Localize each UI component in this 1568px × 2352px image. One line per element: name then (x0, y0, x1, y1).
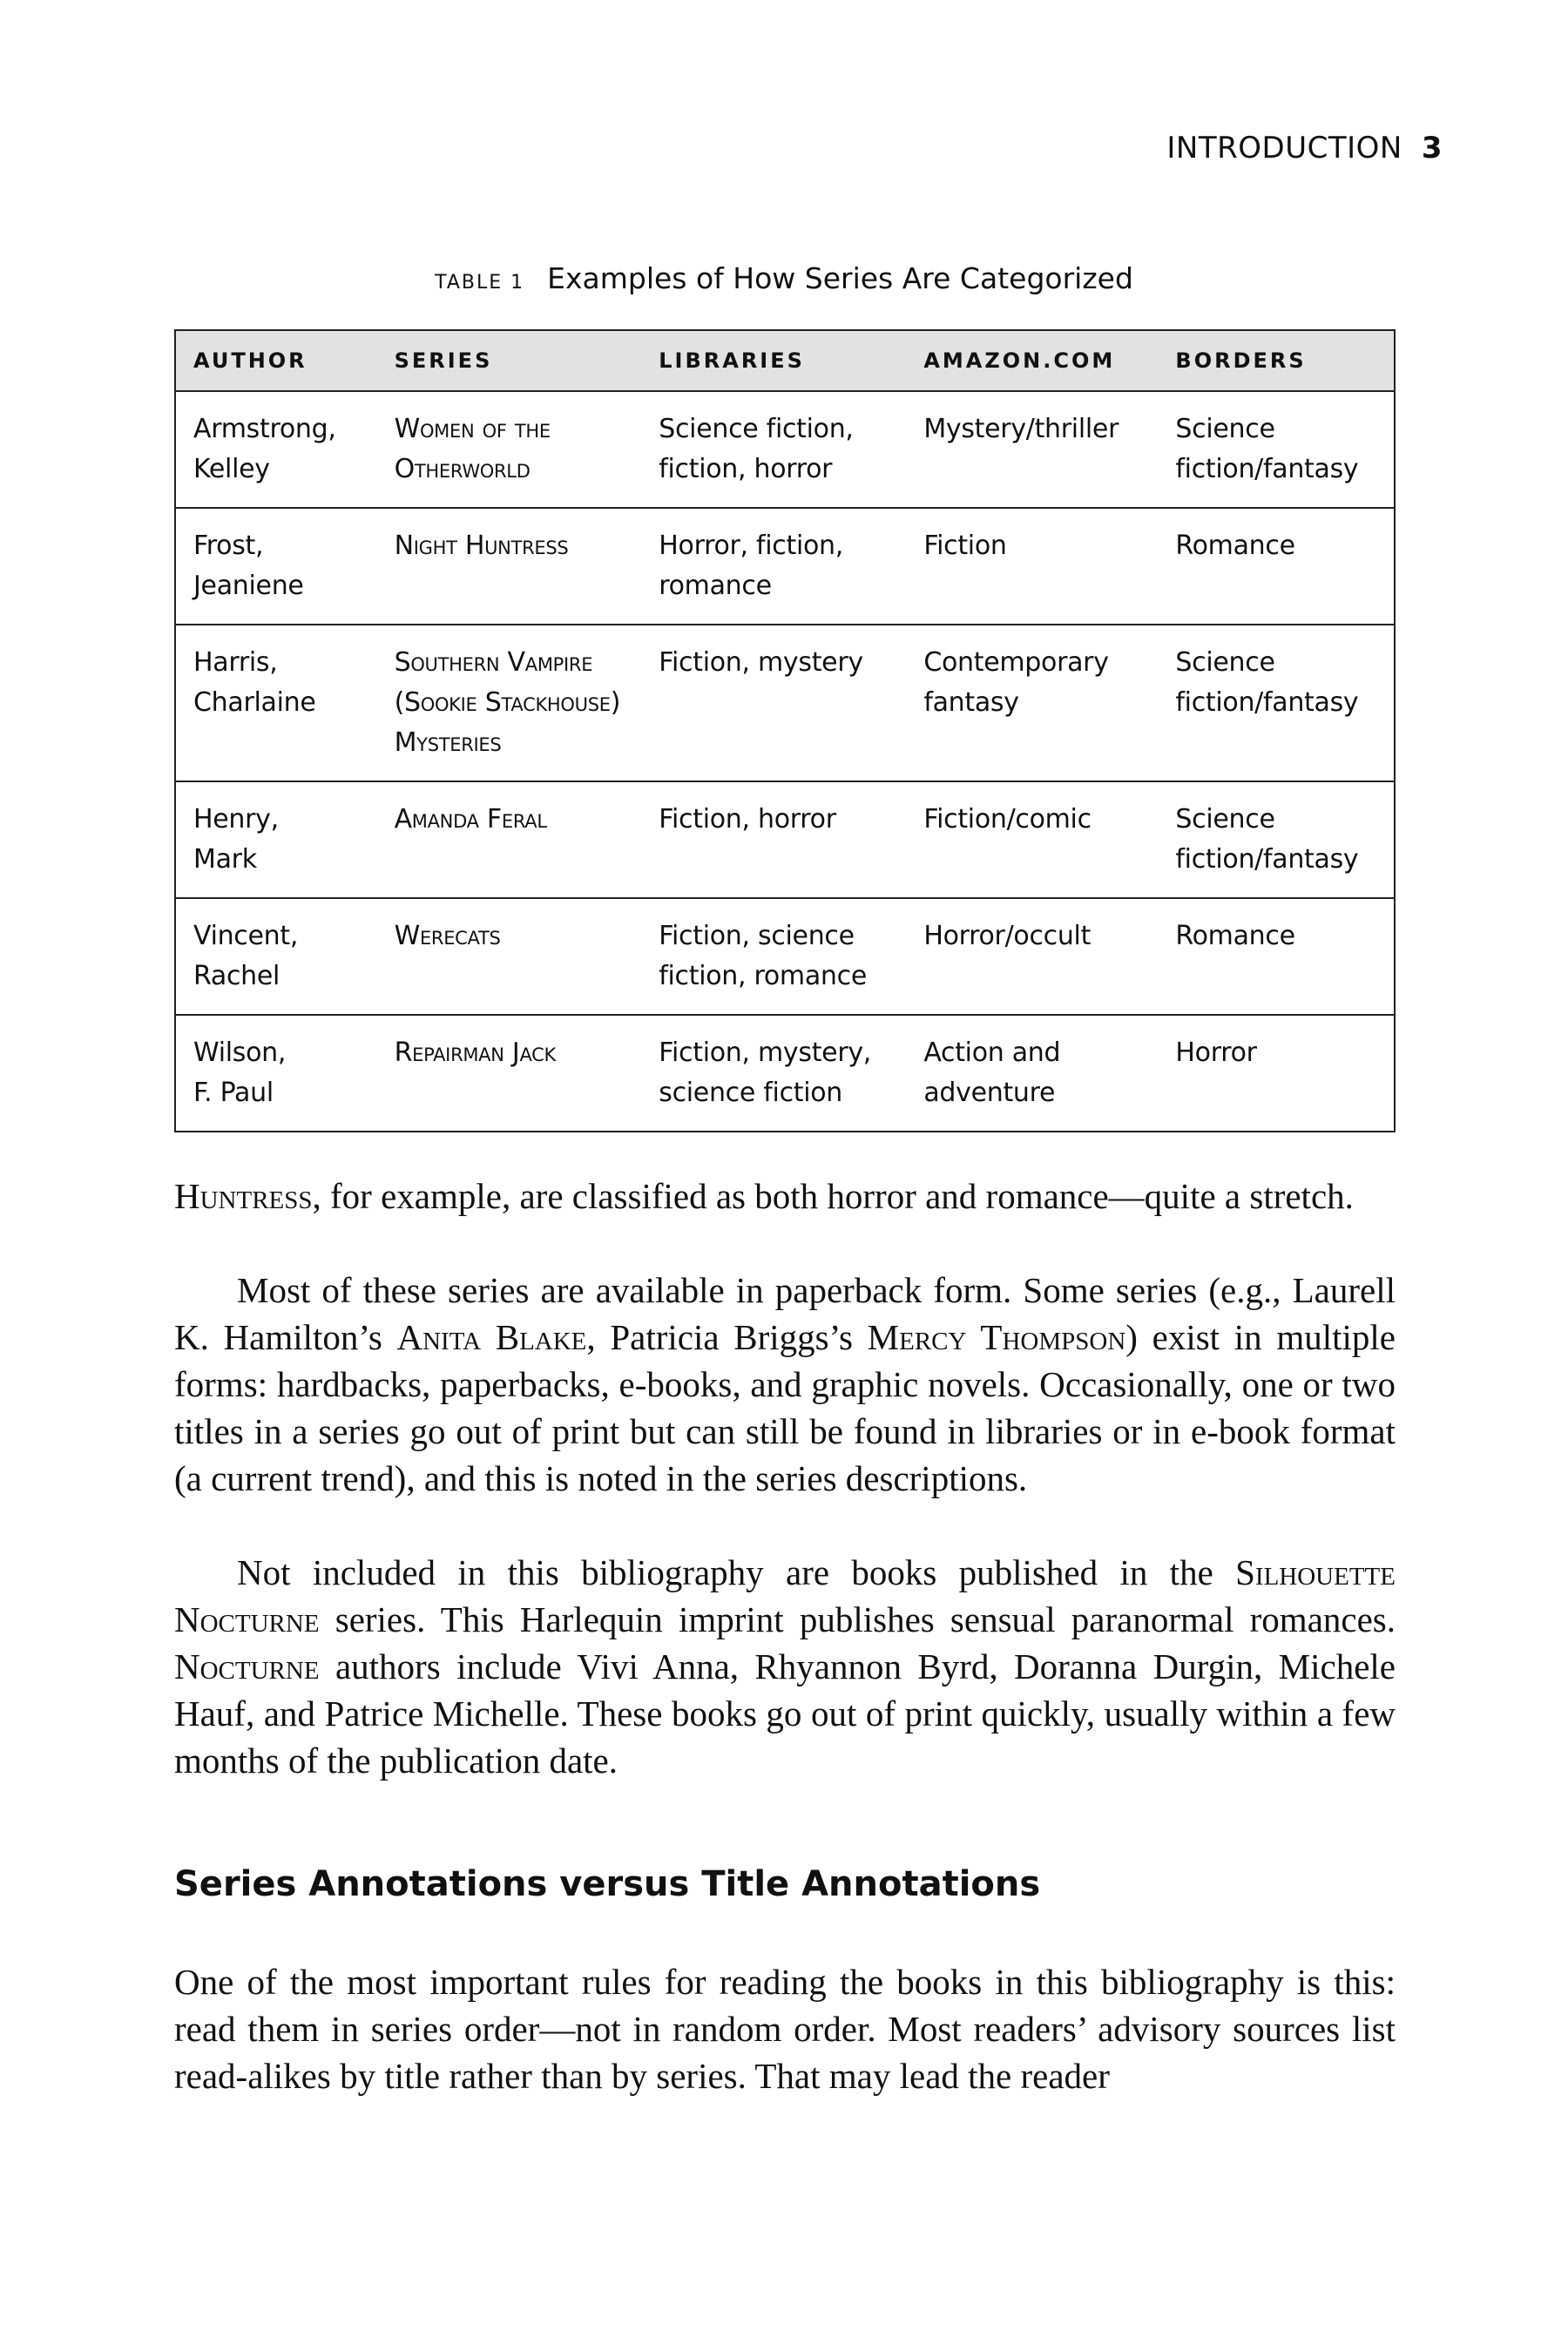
table-label: TABLE 1 (435, 272, 525, 294)
cell-line: Amanda Feral (394, 804, 547, 835)
cell-series (377, 898, 642, 1015)
paragraph-text: Most of these series are available in paperback form. Some series (e.g., Laurell K. Hamilton’s (174, 1270, 1396, 1357)
cell-line: F. Paul (193, 1078, 274, 1108)
cell-line: Vincent, (193, 921, 299, 951)
table-header-row (175, 330, 1395, 391)
cell-line: (Sookie Stackhouse) (394, 687, 621, 718)
cell-amazon (906, 625, 1158, 781)
cell-line: Kelley (193, 454, 270, 484)
cell-line: Romance (1175, 531, 1295, 561)
header-libraries: LIBRARIES (641, 330, 906, 391)
paragraph-text: , for example, are classified as both horror and romance—quite a stretch. (312, 1176, 1354, 1216)
cell-author (175, 391, 377, 508)
cell-line: Otherworld (394, 454, 531, 484)
section-heading: Series Annotations versus Title Annotations (174, 1864, 1041, 1904)
cell-author (175, 1015, 377, 1132)
cell-line: Fiction, horror (659, 804, 836, 835)
cell-borders (1158, 625, 1395, 781)
cell-series (377, 781, 642, 898)
running-head-title: INTRODUCTION (1166, 131, 1402, 166)
cell-line: Action and (923, 1037, 1061, 1068)
header-author: AUTHOR (175, 330, 377, 391)
cell-borders (1158, 1015, 1395, 1132)
table-row (175, 781, 1395, 898)
table-row (175, 391, 1395, 508)
cell-line: Science (1175, 414, 1275, 444)
page-number: 3 (1421, 131, 1443, 166)
series-name: Mercy Thompson (867, 1317, 1126, 1357)
cell-line: fiction, horror (659, 454, 833, 484)
series-name: Anita Blake (396, 1317, 587, 1357)
cell-line: Wilson, (193, 1037, 287, 1068)
cell-line: Contemporary (923, 647, 1109, 678)
cell-line: Werecats (394, 921, 501, 951)
cell-libraries (641, 898, 906, 1015)
cell-author (175, 508, 377, 625)
cell-line: Armstrong, (193, 414, 336, 444)
cell-libraries (641, 625, 906, 781)
cell-line: Fiction, mystery (659, 647, 863, 678)
cell-amazon (906, 508, 1158, 625)
table-body (175, 391, 1395, 1132)
cell-line: Fiction, mystery, (659, 1037, 872, 1068)
paragraph-4: One of the most important rules for reading the books in this bibliography is this: read them in series order—not in random order. Most readers’ advisory sources list read-alikes by title rather than by series. That may lead the reader (174, 1962, 1396, 2096)
cell-amazon (906, 1015, 1158, 1132)
paragraph-text: authors include Vivi Anna, Rhyannon Byrd, Doranna Durgin, Michele Hauf, and Patrice Michelle. These books go out of print quickly, usually within a few months of the publication date. (174, 1646, 1396, 1781)
cell-line: Horror, fiction, (659, 531, 843, 561)
cell-line: Mark (193, 844, 257, 875)
cell-borders (1158, 781, 1395, 898)
paragraph-text: , Patricia Briggs’s (586, 1317, 868, 1357)
cell-line: Fiction/comic (923, 804, 1092, 835)
cell-line: Fiction, science (659, 921, 855, 951)
cell-line: Henry, (193, 804, 279, 835)
cell-line: Night Huntress (394, 531, 569, 561)
header-series: SERIES (377, 330, 642, 391)
running-head (1166, 131, 1443, 166)
header-amazon: AMAZON.COM (906, 330, 1158, 391)
paragraph-2 (174, 1267, 1396, 1502)
cell-libraries (641, 508, 906, 625)
cell-author (175, 625, 377, 781)
table-row (175, 1015, 1395, 1132)
paragraph-1 (174, 1173, 1396, 1220)
cell-borders (1158, 508, 1395, 625)
cell-line: Women of the (394, 414, 551, 444)
cell-series (377, 625, 642, 781)
cell-line: adventure (923, 1078, 1056, 1108)
series-name: Nocturne (174, 1646, 320, 1686)
header-borders: BORDERS (1158, 330, 1395, 391)
cell-line: Romance (1175, 921, 1295, 951)
paragraph-text: Not included in this bibliography are books published in the (237, 1552, 1236, 1592)
series-name: Huntress (174, 1176, 313, 1216)
cell-line: Mystery/thriller (923, 414, 1119, 444)
cell-libraries (641, 1015, 906, 1132)
series-category-table (174, 329, 1396, 1132)
paragraph-text: ) exist in multiple forms: hardbacks, paperbacks, e-books, and graphic novels. Occasionally, one or two titles in a series go out of print but can still be found in libraries or in e-book format (a current trend), and this is noted in the series descriptions. (174, 1317, 1396, 1498)
cell-libraries (641, 781, 906, 898)
series-name: Silhouette Nocturne (174, 1552, 1396, 1639)
cell-line: fiction/fantasy (1175, 687, 1359, 718)
table-caption (174, 261, 1394, 295)
cell-amazon (906, 781, 1158, 898)
cell-borders (1158, 391, 1395, 508)
cell-amazon (906, 391, 1158, 508)
cell-line: Jeaniene (193, 571, 304, 601)
cell-line: Harris, (193, 647, 278, 678)
paragraph-text: series. This Harlequin imprint publishes sensual paranormal romances. (319, 1599, 1396, 1639)
cell-line: Horror/occult (923, 921, 1092, 951)
table-row (175, 508, 1395, 625)
cell-line: Science (1175, 804, 1275, 835)
paragraph-3 (174, 1549, 1396, 1784)
cell-line: Charlaine (193, 687, 316, 718)
cell-line: fiction/fantasy (1175, 454, 1359, 484)
cell-borders (1158, 898, 1395, 1015)
cell-author (175, 898, 377, 1015)
cell-line: fiction, romance (659, 961, 867, 991)
cell-line: fantasy (923, 687, 1019, 718)
cell-series (377, 508, 642, 625)
cell-series (377, 391, 642, 508)
cell-line: Rachel (193, 961, 280, 991)
table-title: Examples of How Series Are Categorized (547, 261, 1133, 295)
cell-line: Science (1175, 647, 1275, 678)
cell-line: Frost, (193, 531, 264, 561)
cell-libraries (641, 391, 906, 508)
cell-line: Science fiction, (659, 414, 854, 444)
cell-line: Mysteries (394, 727, 502, 758)
cell-line: Repairman Jack (394, 1037, 556, 1068)
cell-author (175, 781, 377, 898)
cell-line: Horror (1175, 1037, 1257, 1068)
table-row (175, 625, 1395, 781)
cell-line: Southern Vampire (394, 647, 593, 678)
cell-amazon (906, 898, 1158, 1015)
cell-line: Fiction (923, 531, 1007, 561)
cell-line: science fiction (659, 1078, 843, 1108)
table-row (175, 898, 1395, 1015)
cell-line: fiction/fantasy (1175, 844, 1359, 875)
cell-line: romance (659, 571, 772, 601)
cell-series (377, 1015, 642, 1132)
